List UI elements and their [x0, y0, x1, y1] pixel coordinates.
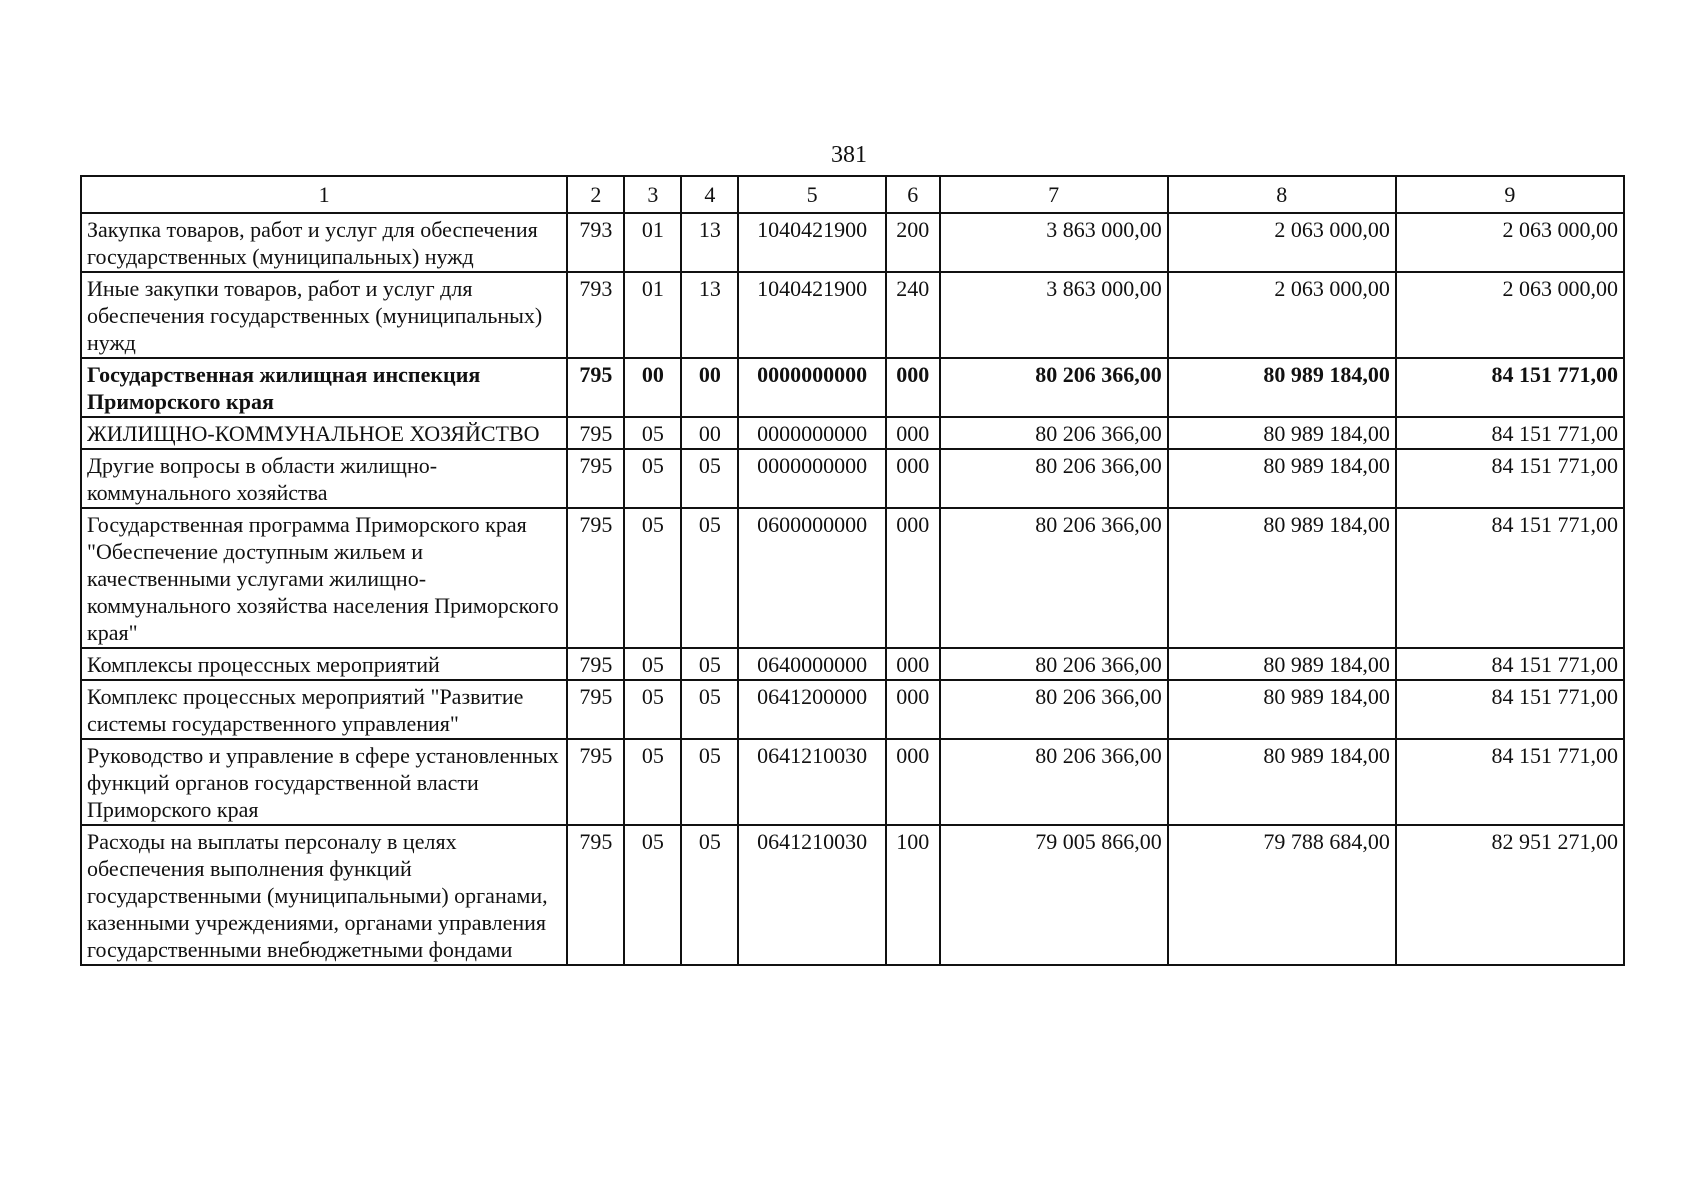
cell-amount-col7: 80 206 366,00 [940, 680, 1168, 739]
row-name: Закупка товаров, работ и услуг для обеспечения государственных (муниципальных) нужд [81, 213, 567, 272]
cell-section: 00 [624, 358, 681, 417]
cell-subsection: 13 [681, 213, 738, 272]
cell-subsection: 05 [681, 449, 738, 508]
cell-target-article: 0000000000 [738, 449, 885, 508]
cell-amount-col8: 80 989 184,00 [1168, 739, 1396, 825]
cell-subsection: 00 [681, 358, 738, 417]
cell-section: 05 [624, 449, 681, 508]
cell-section: 05 [624, 417, 681, 449]
cell-amount-col9: 84 151 771,00 [1396, 417, 1624, 449]
cell-amount-col9: 2 063 000,00 [1396, 272, 1624, 358]
budget-table [80, 175, 1625, 966]
cell-section: 05 [624, 648, 681, 680]
cell-expense-type: 200 [886, 213, 940, 272]
table-row [81, 449, 1624, 508]
cell-target-article: 0000000000 [738, 358, 885, 417]
table-row [81, 272, 1624, 358]
cell-subsection: 05 [681, 508, 738, 648]
column-header: 8 [1168, 176, 1396, 213]
cell-amount-col9: 84 151 771,00 [1396, 508, 1624, 648]
cell-expense-type: 000 [886, 680, 940, 739]
column-header: 6 [886, 176, 940, 213]
table-row [81, 417, 1624, 449]
table-row [81, 213, 1624, 272]
row-name: Государственная жилищная инспекция Приморского края [81, 358, 567, 417]
cell-amount-col8: 2 063 000,00 [1168, 272, 1396, 358]
cell-section: 05 [624, 508, 681, 648]
column-header: 1 [81, 176, 567, 213]
cell-amount-col9: 82 951 271,00 [1396, 825, 1624, 965]
cell-expense-type: 000 [886, 648, 940, 680]
cell-amount-col8: 80 989 184,00 [1168, 417, 1396, 449]
column-header: 9 [1396, 176, 1624, 213]
cell-subsection: 13 [681, 272, 738, 358]
cell-target-article: 1040421900 [738, 213, 885, 272]
cell-amount-col9: 2 063 000,00 [1396, 213, 1624, 272]
column-header: 3 [624, 176, 681, 213]
cell-ministry: 795 [567, 417, 624, 449]
cell-amount-col7: 80 206 366,00 [940, 739, 1168, 825]
cell-ministry: 795 [567, 680, 624, 739]
row-name: Комплекс процессных мероприятий "Развитие системы государственного управления" [81, 680, 567, 739]
cell-target-article: 1040421900 [738, 272, 885, 358]
cell-ministry: 795 [567, 825, 624, 965]
cell-ministry: 795 [567, 648, 624, 680]
cell-section: 01 [624, 272, 681, 358]
cell-section: 05 [624, 739, 681, 825]
cell-target-article: 0640000000 [738, 648, 885, 680]
cell-amount-col8: 80 989 184,00 [1168, 358, 1396, 417]
cell-target-article: 0600000000 [738, 508, 885, 648]
cell-section: 01 [624, 213, 681, 272]
table-row [81, 680, 1624, 739]
row-name: Другие вопросы в области жилищно-коммунального хозяйства [81, 449, 567, 508]
cell-amount-col8: 80 989 184,00 [1168, 680, 1396, 739]
cell-subsection: 05 [681, 825, 738, 965]
cell-target-article: 0641200000 [738, 680, 885, 739]
cell-amount-col7: 80 206 366,00 [940, 648, 1168, 680]
cell-expense-type: 000 [886, 358, 940, 417]
cell-amount-col7: 80 206 366,00 [940, 508, 1168, 648]
row-name: Государственная программа Приморского края "Обеспечение доступным жильем и качественными услугами жилищно-коммунального хозяйства населения Приморского края" [81, 508, 567, 648]
cell-expense-type: 000 [886, 417, 940, 449]
cell-amount-col8: 79 788 684,00 [1168, 825, 1396, 965]
cell-subsection: 05 [681, 680, 738, 739]
cell-amount-col9: 84 151 771,00 [1396, 680, 1624, 739]
cell-target-article: 0641210030 [738, 825, 885, 965]
row-name: Расходы на выплаты персоналу в целях обеспечения выполнения функций государственными (муниципальными) органами, казенными учреждениями, органами управления государственными внебюджетными фондами [81, 825, 567, 965]
cell-section: 05 [624, 680, 681, 739]
cell-amount-col7: 80 206 366,00 [940, 449, 1168, 508]
table-row [81, 739, 1624, 825]
column-header: 5 [738, 176, 885, 213]
table-row [81, 825, 1624, 965]
cell-ministry: 795 [567, 508, 624, 648]
row-name: Иные закупки товаров, работ и услуг для обеспечения государственных (муниципальных) нужд [81, 272, 567, 358]
column-header: 2 [567, 176, 624, 213]
cell-amount-col8: 80 989 184,00 [1168, 508, 1396, 648]
row-name: Руководство и управление в сфере установленных функций органов государственной власти Приморского края [81, 739, 567, 825]
cell-amount-col8: 2 063 000,00 [1168, 213, 1396, 272]
cell-expense-type: 000 [886, 739, 940, 825]
cell-amount-col7: 80 206 366,00 [940, 417, 1168, 449]
row-name: ЖИЛИЩНО-КОММУНАЛЬНОЕ ХОЗЯЙСТВО [81, 417, 567, 449]
row-name: Комплексы процессных мероприятий [81, 648, 567, 680]
cell-ministry: 795 [567, 739, 624, 825]
cell-amount-col7: 3 863 000,00 [940, 213, 1168, 272]
table-row [81, 508, 1624, 648]
cell-expense-type: 240 [886, 272, 940, 358]
cell-amount-col7: 3 863 000,00 [940, 272, 1168, 358]
cell-amount-col8: 80 989 184,00 [1168, 449, 1396, 508]
cell-amount-col9: 84 151 771,00 [1396, 648, 1624, 680]
cell-ministry: 795 [567, 449, 624, 508]
column-header: 7 [940, 176, 1168, 213]
cell-ministry: 793 [567, 272, 624, 358]
cell-amount-col7: 79 005 866,00 [940, 825, 1168, 965]
column-header: 4 [681, 176, 738, 213]
cell-expense-type: 000 [886, 508, 940, 648]
table-row [81, 648, 1624, 680]
cell-amount-col9: 84 151 771,00 [1396, 739, 1624, 825]
cell-target-article: 0641210030 [738, 739, 885, 825]
cell-amount-col7: 80 206 366,00 [940, 358, 1168, 417]
cell-expense-type: 100 [886, 825, 940, 965]
cell-ministry: 793 [567, 213, 624, 272]
page-number: 381 [831, 142, 867, 168]
cell-subsection: 00 [681, 417, 738, 449]
cell-target-article: 0000000000 [738, 417, 885, 449]
cell-section: 05 [624, 825, 681, 965]
cell-amount-col9: 84 151 771,00 [1396, 449, 1624, 508]
cell-amount-col8: 80 989 184,00 [1168, 648, 1396, 680]
table-header-row [81, 176, 1624, 213]
cell-subsection: 05 [681, 648, 738, 680]
cell-subsection: 05 [681, 739, 738, 825]
table-row-bold [81, 358, 1624, 417]
cell-expense-type: 000 [886, 449, 940, 508]
cell-ministry: 795 [567, 358, 624, 417]
cell-amount-col9: 84 151 771,00 [1396, 358, 1624, 417]
